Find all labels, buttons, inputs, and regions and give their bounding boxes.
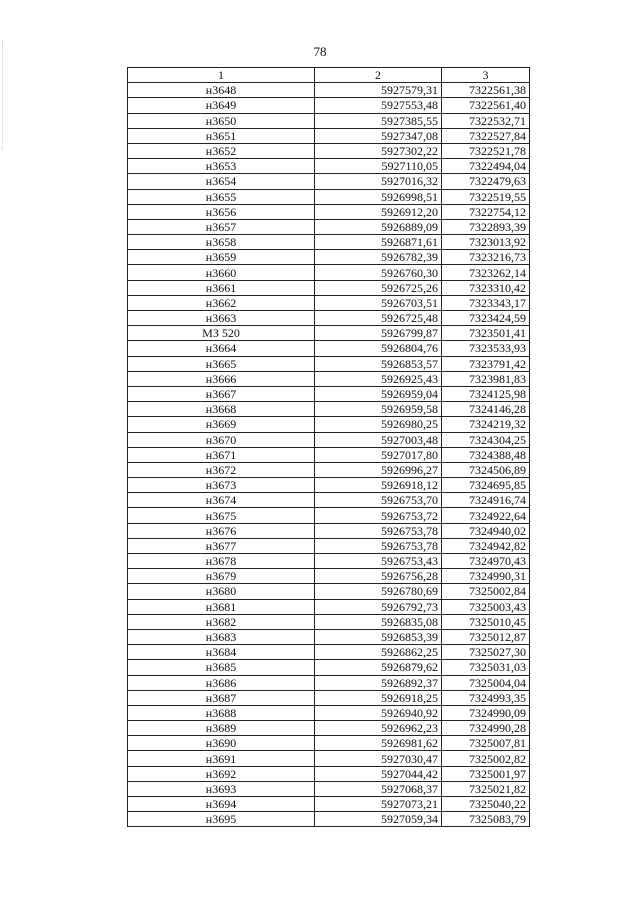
- table-row: [128, 235, 530, 250]
- y-coordinate-cell: 7323791,42: [442, 356, 530, 371]
- point-name-cell: н3694: [128, 797, 315, 812]
- table-row: [128, 128, 530, 143]
- y-coordinate-cell: 7324993,35: [442, 690, 530, 705]
- y-coordinate-cell: 7325031,03: [442, 660, 530, 675]
- x-coordinate-cell: 5926918,25: [315, 690, 442, 705]
- point-name-cell: н3689: [128, 721, 315, 736]
- y-coordinate-cell: 7324219,32: [442, 417, 530, 432]
- y-coordinate-cell: 7322754,12: [442, 204, 530, 219]
- table-row: [128, 478, 530, 493]
- table-row: [128, 265, 530, 280]
- table-row: [128, 721, 530, 736]
- y-coordinate-cell: 7324695,85: [442, 478, 530, 493]
- x-coordinate-cell: 5926918,12: [315, 478, 442, 493]
- table-row: [128, 341, 530, 356]
- x-coordinate-cell: 5926940,92: [315, 705, 442, 720]
- point-name-cell: н3687: [128, 690, 315, 705]
- point-name-cell: н3649: [128, 98, 315, 113]
- point-name-cell: н3688: [128, 705, 315, 720]
- point-name-cell: н3667: [128, 386, 315, 401]
- column-header-point: 1: [128, 68, 315, 83]
- y-coordinate-cell: 7324304,25: [442, 432, 530, 447]
- x-coordinate-cell: 5926703,51: [315, 295, 442, 310]
- x-coordinate-cell: 5926853,39: [315, 629, 442, 644]
- table-row: [128, 311, 530, 326]
- x-coordinate-cell: 5926725,26: [315, 280, 442, 295]
- point-name-cell: н3664: [128, 341, 315, 356]
- y-coordinate-cell: 7324970,43: [442, 554, 530, 569]
- point-name-cell: н3692: [128, 766, 315, 781]
- table-row: [128, 614, 530, 629]
- table-row: [128, 766, 530, 781]
- table-body: [128, 83, 530, 827]
- x-coordinate-cell: 5927385,55: [315, 113, 442, 128]
- point-name-cell: н3652: [128, 143, 315, 158]
- x-coordinate-cell: 5926980,25: [315, 417, 442, 432]
- y-coordinate-cell: 7325007,81: [442, 736, 530, 751]
- y-coordinate-cell: 7325001,97: [442, 766, 530, 781]
- y-coordinate-cell: 7323981,83: [442, 371, 530, 386]
- y-coordinate-cell: 7324940,02: [442, 523, 530, 538]
- x-coordinate-cell: 5926753,70: [315, 493, 442, 508]
- point-name-cell: н3677: [128, 538, 315, 553]
- x-coordinate-cell: 5926725,48: [315, 311, 442, 326]
- table-row: [128, 204, 530, 219]
- y-coordinate-cell: 7323533,93: [442, 341, 530, 356]
- point-name-cell: н3650: [128, 113, 315, 128]
- point-name-cell: н3659: [128, 250, 315, 265]
- coordinates-table: [127, 67, 530, 827]
- x-coordinate-cell: 5927059,34: [315, 812, 442, 827]
- point-name-cell: н3661: [128, 280, 315, 295]
- point-name-cell: н3673: [128, 478, 315, 493]
- y-coordinate-cell: 7323343,17: [442, 295, 530, 310]
- y-coordinate-cell: 7323262,14: [442, 265, 530, 280]
- y-coordinate-cell: 7324125,98: [442, 386, 530, 401]
- y-coordinate-cell: 7325004,04: [442, 675, 530, 690]
- x-coordinate-cell: 5926959,58: [315, 402, 442, 417]
- point-name-cell: н3671: [128, 447, 315, 462]
- y-coordinate-cell: 7325002,84: [442, 584, 530, 599]
- y-coordinate-cell: 7324916,74: [442, 493, 530, 508]
- x-coordinate-cell: 5926879,62: [315, 660, 442, 675]
- x-coordinate-cell: 5927579,31: [315, 83, 442, 98]
- point-name-cell: МЗ 520: [128, 326, 315, 341]
- point-name-cell: н3648: [128, 83, 315, 98]
- x-coordinate-cell: 5926853,57: [315, 356, 442, 371]
- table-row: [128, 356, 530, 371]
- table-row: [128, 174, 530, 189]
- x-coordinate-cell: 5926862,25: [315, 645, 442, 660]
- table-row: [128, 326, 530, 341]
- point-name-cell: н3683: [128, 629, 315, 644]
- table-row: [128, 493, 530, 508]
- x-coordinate-cell: 5926912,20: [315, 204, 442, 219]
- table-row: [128, 736, 530, 751]
- y-coordinate-cell: 7323216,73: [442, 250, 530, 265]
- table-row: [128, 645, 530, 660]
- column-header-x: 2: [315, 68, 442, 83]
- table-row: [128, 143, 530, 158]
- y-coordinate-cell: 7324990,31: [442, 569, 530, 584]
- x-coordinate-cell: 5926753,72: [315, 508, 442, 523]
- y-coordinate-cell: 7322527,84: [442, 128, 530, 143]
- point-name-cell: н3669: [128, 417, 315, 432]
- table-header-row: [128, 68, 530, 83]
- point-name-cell: н3655: [128, 189, 315, 204]
- y-coordinate-cell: 7324506,89: [442, 462, 530, 477]
- point-name-cell: н3658: [128, 235, 315, 250]
- point-name-cell: н3684: [128, 645, 315, 660]
- table-row: [128, 584, 530, 599]
- point-name-cell: н3681: [128, 599, 315, 614]
- point-name-cell: н3678: [128, 554, 315, 569]
- table-row: [128, 781, 530, 796]
- y-coordinate-cell: 7324990,28: [442, 721, 530, 736]
- y-coordinate-cell: 7325002,82: [442, 751, 530, 766]
- y-coordinate-cell: 7325021,82: [442, 781, 530, 796]
- x-coordinate-cell: 5927017,80: [315, 447, 442, 462]
- y-coordinate-cell: 7323310,42: [442, 280, 530, 295]
- x-coordinate-cell: 5926959,04: [315, 386, 442, 401]
- table-row: [128, 751, 530, 766]
- table-row: [128, 159, 530, 174]
- point-name-cell: н3670: [128, 432, 315, 447]
- table-row: [128, 705, 530, 720]
- table-row: [128, 219, 530, 234]
- y-coordinate-cell: 7323013,92: [442, 235, 530, 250]
- table-row: [128, 599, 530, 614]
- x-coordinate-cell: 5926780,69: [315, 584, 442, 599]
- table-row: [128, 447, 530, 462]
- x-coordinate-cell: 5926998,51: [315, 189, 442, 204]
- x-coordinate-cell: 5927068,37: [315, 781, 442, 796]
- table-row: [128, 295, 530, 310]
- point-name-cell: н3666: [128, 371, 315, 386]
- x-coordinate-cell: 5926962,23: [315, 721, 442, 736]
- point-name-cell: н3662: [128, 295, 315, 310]
- table-row: [128, 432, 530, 447]
- point-name-cell: н3660: [128, 265, 315, 280]
- table-row: [128, 462, 530, 477]
- table-row: [128, 250, 530, 265]
- table-row: [128, 113, 530, 128]
- table-row: [128, 538, 530, 553]
- point-name-cell: н3679: [128, 569, 315, 584]
- x-coordinate-cell: 5926753,78: [315, 538, 442, 553]
- y-coordinate-cell: 7322521,78: [442, 143, 530, 158]
- y-coordinate-cell: 7322494,04: [442, 159, 530, 174]
- point-name-cell: н3668: [128, 402, 315, 417]
- table-row: [128, 386, 530, 401]
- table-row: [128, 812, 530, 827]
- x-coordinate-cell: 5926760,30: [315, 265, 442, 280]
- point-name-cell: н3654: [128, 174, 315, 189]
- point-name-cell: н3690: [128, 736, 315, 751]
- page-number: 78: [313, 44, 327, 59]
- x-coordinate-cell: 5926835,08: [315, 614, 442, 629]
- x-coordinate-cell: 5926889,09: [315, 219, 442, 234]
- y-coordinate-cell: 7322893,39: [442, 219, 530, 234]
- y-coordinate-cell: 7322561,40: [442, 98, 530, 113]
- point-name-cell: н3680: [128, 584, 315, 599]
- point-name-cell: н3657: [128, 219, 315, 234]
- table-row: [128, 690, 530, 705]
- table-row: [128, 280, 530, 295]
- y-coordinate-cell: 7323424,59: [442, 311, 530, 326]
- y-coordinate-cell: 7325027,30: [442, 645, 530, 660]
- x-coordinate-cell: 5927003,48: [315, 432, 442, 447]
- x-coordinate-cell: 5926925,43: [315, 371, 442, 386]
- x-coordinate-cell: 5926799,87: [315, 326, 442, 341]
- table-row: [128, 189, 530, 204]
- x-coordinate-cell: 5927073,21: [315, 797, 442, 812]
- point-name-cell: н3665: [128, 356, 315, 371]
- table-row: [128, 402, 530, 417]
- x-coordinate-cell: 5926981,62: [315, 736, 442, 751]
- y-coordinate-cell: 7323501,41: [442, 326, 530, 341]
- x-coordinate-cell: 5926792,73: [315, 599, 442, 614]
- table-row: [128, 523, 530, 538]
- point-name-cell: н3695: [128, 812, 315, 827]
- table-row: [128, 554, 530, 569]
- table-row: [128, 83, 530, 98]
- table-row: [128, 660, 530, 675]
- y-coordinate-cell: 7322561,38: [442, 83, 530, 98]
- x-coordinate-cell: 5926804,76: [315, 341, 442, 356]
- x-coordinate-cell: 5926871,61: [315, 235, 442, 250]
- table-row: [128, 508, 530, 523]
- y-coordinate-cell: 7322519,55: [442, 189, 530, 204]
- x-coordinate-cell: 5926753,78: [315, 523, 442, 538]
- x-coordinate-cell: 5927044,42: [315, 766, 442, 781]
- table-row: [128, 629, 530, 644]
- x-coordinate-cell: 5926782,39: [315, 250, 442, 265]
- table-row: [128, 371, 530, 386]
- x-coordinate-cell: 5926753,43: [315, 554, 442, 569]
- table-row: [128, 675, 530, 690]
- y-coordinate-cell: 7325083,79: [442, 812, 530, 827]
- y-coordinate-cell: 7324990,09: [442, 705, 530, 720]
- x-coordinate-cell: 5927347,08: [315, 128, 442, 143]
- x-coordinate-cell: 5926892,37: [315, 675, 442, 690]
- x-coordinate-cell: 5927110,05: [315, 159, 442, 174]
- point-name-cell: н3686: [128, 675, 315, 690]
- y-coordinate-cell: 7322479,63: [442, 174, 530, 189]
- x-coordinate-cell: 5927030,47: [315, 751, 442, 766]
- point-name-cell: н3682: [128, 614, 315, 629]
- x-coordinate-cell: 5927016,32: [315, 174, 442, 189]
- point-name-cell: н3691: [128, 751, 315, 766]
- point-name-cell: н3685: [128, 660, 315, 675]
- y-coordinate-cell: 7324942,82: [442, 538, 530, 553]
- point-name-cell: н3675: [128, 508, 315, 523]
- y-coordinate-cell: 7324388,48: [442, 447, 530, 462]
- y-coordinate-cell: 7324146,28: [442, 402, 530, 417]
- point-name-cell: н3653: [128, 159, 315, 174]
- table-row: [128, 797, 530, 812]
- column-header-y: 3: [442, 68, 530, 83]
- y-coordinate-cell: 7325012,87: [442, 629, 530, 644]
- point-name-cell: н3663: [128, 311, 315, 326]
- x-coordinate-cell: 5927302,22: [315, 143, 442, 158]
- y-coordinate-cell: 7324922,64: [442, 508, 530, 523]
- point-name-cell: н3651: [128, 128, 315, 143]
- x-coordinate-cell: 5927553,48: [315, 98, 442, 113]
- y-coordinate-cell: 7325040,22: [442, 797, 530, 812]
- point-name-cell: н3674: [128, 493, 315, 508]
- table-row: [128, 569, 530, 584]
- y-coordinate-cell: 7325003,43: [442, 599, 530, 614]
- point-name-cell: н3672: [128, 462, 315, 477]
- table-row: [128, 417, 530, 432]
- y-coordinate-cell: 7325010,45: [442, 614, 530, 629]
- point-name-cell: н3693: [128, 781, 315, 796]
- point-name-cell: н3656: [128, 204, 315, 219]
- table-row: [128, 98, 530, 113]
- x-coordinate-cell: 5926756,28: [315, 569, 442, 584]
- point-name-cell: н3676: [128, 523, 315, 538]
- x-coordinate-cell: 5926996,27: [315, 462, 442, 477]
- y-coordinate-cell: 7322532,71: [442, 113, 530, 128]
